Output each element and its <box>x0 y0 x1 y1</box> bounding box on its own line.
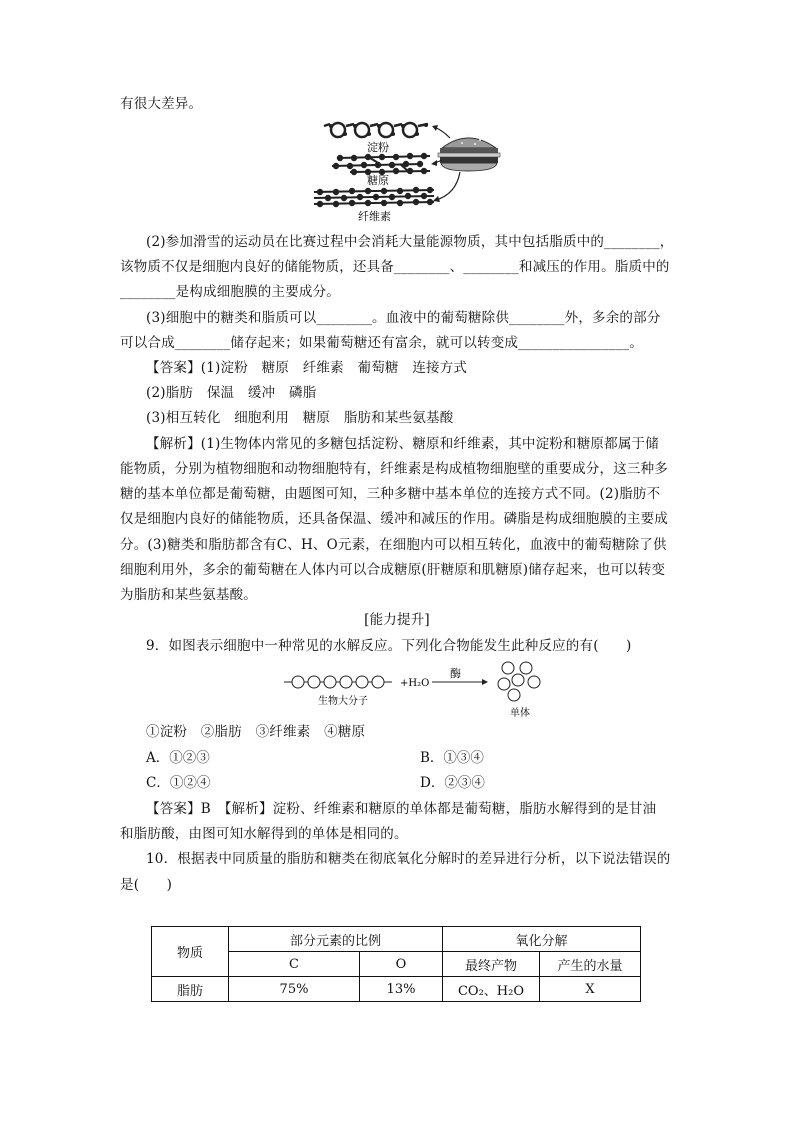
table-row <box>152 977 641 1002</box>
answer-line: 【答案】(1)淀粉 糖原 纤维素 葡萄糖 连接方式 <box>146 360 468 376</box>
answer-line: 【答案】B 【解析】淀粉、纤维素和糖原的单体都是葡萄糖，脂肪水解得到的是甘油 <box>146 801 657 817</box>
question-10: 10．根据表中同质量的脂肪和糖类在彻底氧化分解时的差异进行分析，以下说法错误的 <box>146 851 671 867</box>
table-header: 最终产物 <box>443 952 540 977</box>
table-header: 物质 <box>152 927 229 977</box>
answer-line: (2)脂肪 保温 缓冲 磷脂 <box>146 385 317 401</box>
table-header: C <box>229 952 360 977</box>
analysis-line: 为脂肪和某些氨基酸。 <box>120 587 257 603</box>
analysis-line: 分。(3)糖类和脂肪都含有C、H、O元素，在细胞内可以相互转化，血液中的葡萄糖除了供 <box>120 537 667 553</box>
table-header: 氧化分解 <box>443 927 641 952</box>
polysaccharide-figure <box>310 114 520 224</box>
table-cell: 75% <box>229 977 360 1002</box>
hydrolysis-figure <box>282 658 552 720</box>
text-line: ________是构成细胞膜的主要成分。 <box>120 284 340 300</box>
table-cell: 脂肪 <box>152 977 229 1002</box>
glycogen-label: 糖原 <box>367 174 389 187</box>
table-cell: CO₂、H₂O <box>443 977 540 1002</box>
hamburger-icon <box>438 135 500 171</box>
table-cell: 13% <box>360 977 443 1002</box>
starch-label: 淀粉 <box>367 141 389 154</box>
analysis-line: 仅是细胞内良好的储能物质，还具备保温、缓冲和减压的作用。磷脂是构成细胞膜的主要成 <box>120 511 668 527</box>
analysis-line: 糖的基本单位都是葡萄糖，由题图可知，三种多糖中基本单位的连接方式不同。(2)脂肪不 <box>120 486 661 502</box>
cellulose-label: 纤维素 <box>358 210 391 223</box>
answer-line: 和脂肪酸，由图可知水解得到的单体是相同的。 <box>120 826 408 842</box>
water-label: +H₂O <box>400 678 430 689</box>
table-header: 产生的水量 <box>540 952 641 977</box>
text-line: (3)细胞中的糖类和脂质可以________。血液中的葡萄糖除供________外，多余的部分 <box>146 310 661 326</box>
analysis-line: 细胞利用外，多余的葡萄糖在人体内可以合成糖原(肝糖原和肌糖原)储存起来，也可以转变 <box>120 562 666 578</box>
table-header: 部分元素的比例 <box>229 927 443 952</box>
enzyme-label: 酶 <box>450 667 461 680</box>
data-table <box>151 926 641 1002</box>
option-b: B．①③④ <box>420 750 484 766</box>
analysis-line: 能物质，分别为植物细胞和动物细胞特有，纤维素是构成植物细胞壁的重要成分，这三种多 <box>120 461 668 477</box>
text-line: 该物质不仅是细胞内良好的储能物质，还具备________、________和减压的作用。脂质中的 <box>120 259 670 275</box>
choices-line: ①淀粉 ②脂肪 ③纤维素 ④糖原 <box>146 724 366 740</box>
option-c: C．①②④ <box>146 775 211 791</box>
answer-line: (3)相互转化 细胞利用 糖原 脂肪和某些氨基酸 <box>146 410 454 426</box>
question-10-tail: 是( ) <box>120 877 173 893</box>
table-cell: X <box>540 977 641 1002</box>
monomer-label: 单体 <box>510 708 530 719</box>
text-line: 可以合成________储存起来；如果葡萄糖还有富余，就可以转变成________________。 <box>120 335 643 351</box>
macromolecule-label: 生物大分子 <box>318 696 368 707</box>
option-a: A．①②③ <box>146 750 210 766</box>
option-d: D．②③④ <box>420 775 485 791</box>
text-line: (2)参加滑雪的运动员在比赛过程中会消耗大量能源物质，其中包括脂质中的________， <box>146 234 674 250</box>
text-line: 有很大差异。 <box>120 96 203 112</box>
table-header: O <box>360 952 443 977</box>
analysis-line: 【解析】(1)生物体内常见的多糖包括淀粉、糖原和纤维素，其中淀粉和糖原都属于储 <box>146 436 659 452</box>
section-heading: [能力提升] <box>364 612 430 628</box>
question-9: 9．如图表示细胞中一种常见的水解反应。下列化合物能发生此种反应的有( ) <box>146 638 632 654</box>
